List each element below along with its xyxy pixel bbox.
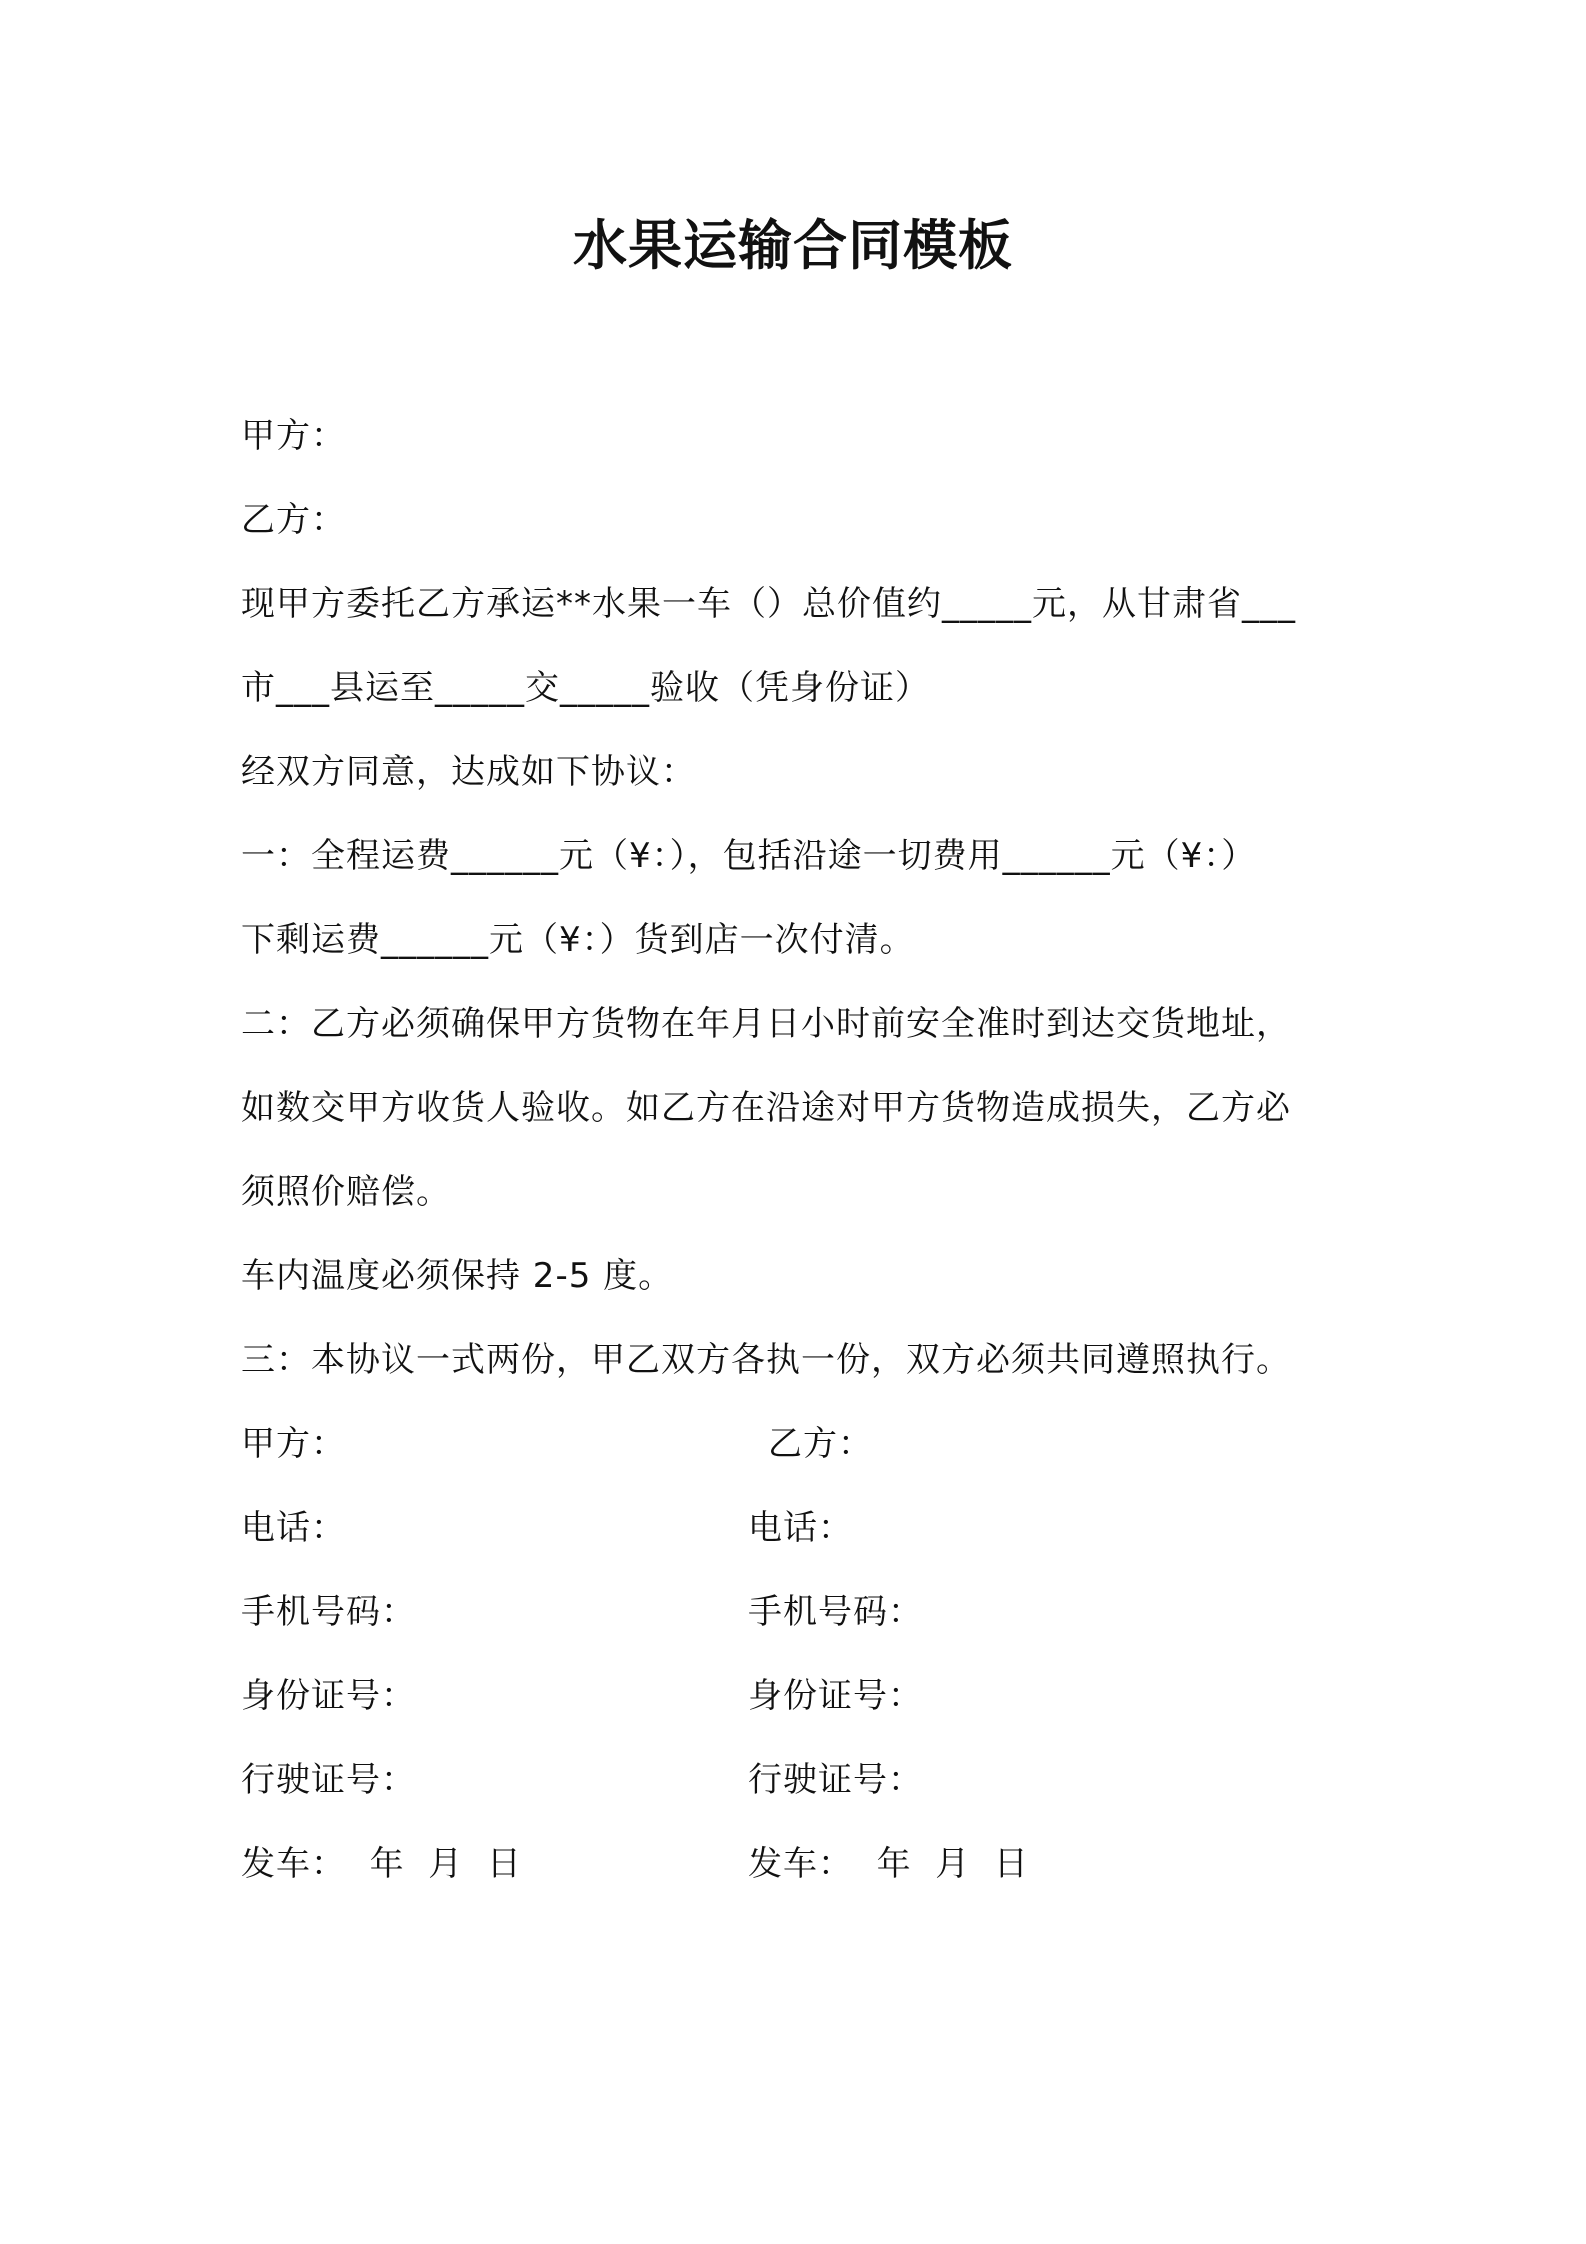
sign-party-a: 甲方： (241, 1424, 346, 1464)
clause-2-line-1: 二：乙方必须确保甲方货物在年月日小时前安全准时到达交货地址， (241, 1004, 1291, 1044)
party-a-label: 甲方： (241, 416, 346, 456)
temperature-note: 车内温度必须保持 2-5 度。 (241, 1256, 674, 1296)
document-title: 水果运输合同模板 (573, 214, 1013, 277)
clause-1-line-2: 下剩运费______元（¥：）货到店一次付清。 (241, 920, 915, 960)
intro-line-2: 市___县运至_____交_____验收（凭身份证） (241, 668, 930, 708)
sign-b-mobile: 手机号码： (748, 1592, 923, 1632)
sign-a-id-number: 身份证号： (241, 1676, 416, 1716)
sign-b-departure: 发车： 年 月 日 (748, 1844, 1029, 1884)
clause-2-line-3: 须照价赔偿。 (241, 1172, 451, 1212)
party-b-label: 乙方： (241, 500, 346, 540)
agreement-lead: 经双方同意，达成如下协议： (241, 752, 696, 792)
sign-party-b: 乙方： (768, 1424, 873, 1464)
sign-a-phone: 电话： (241, 1508, 346, 1548)
sign-a-mobile: 手机号码： (241, 1592, 416, 1632)
intro-line-1: 现甲方委托乙方承运**水果一车（）总价值约_____元，从甘肃省___ (241, 584, 1296, 624)
clause-1-line-1: 一：全程运费______元（¥：），包括沿途一切费用______元（¥：） (241, 836, 1257, 876)
sign-a-departure: 发车： 年 月 日 (241, 1844, 522, 1884)
clause-3: 三：本协议一式两份，甲乙双方各执一份，双方必须共同遵照执行。 (241, 1340, 1291, 1380)
clause-2-line-2: 如数交甲方收货人验收。如乙方在沿途对甲方货物造成损失，乙方必 (241, 1088, 1291, 1128)
sign-a-license: 行驶证号： (241, 1760, 416, 1800)
sign-b-license: 行驶证号： (748, 1760, 923, 1800)
sign-b-id-number: 身份证号： (748, 1676, 923, 1716)
sign-b-phone: 电话： (748, 1508, 853, 1548)
